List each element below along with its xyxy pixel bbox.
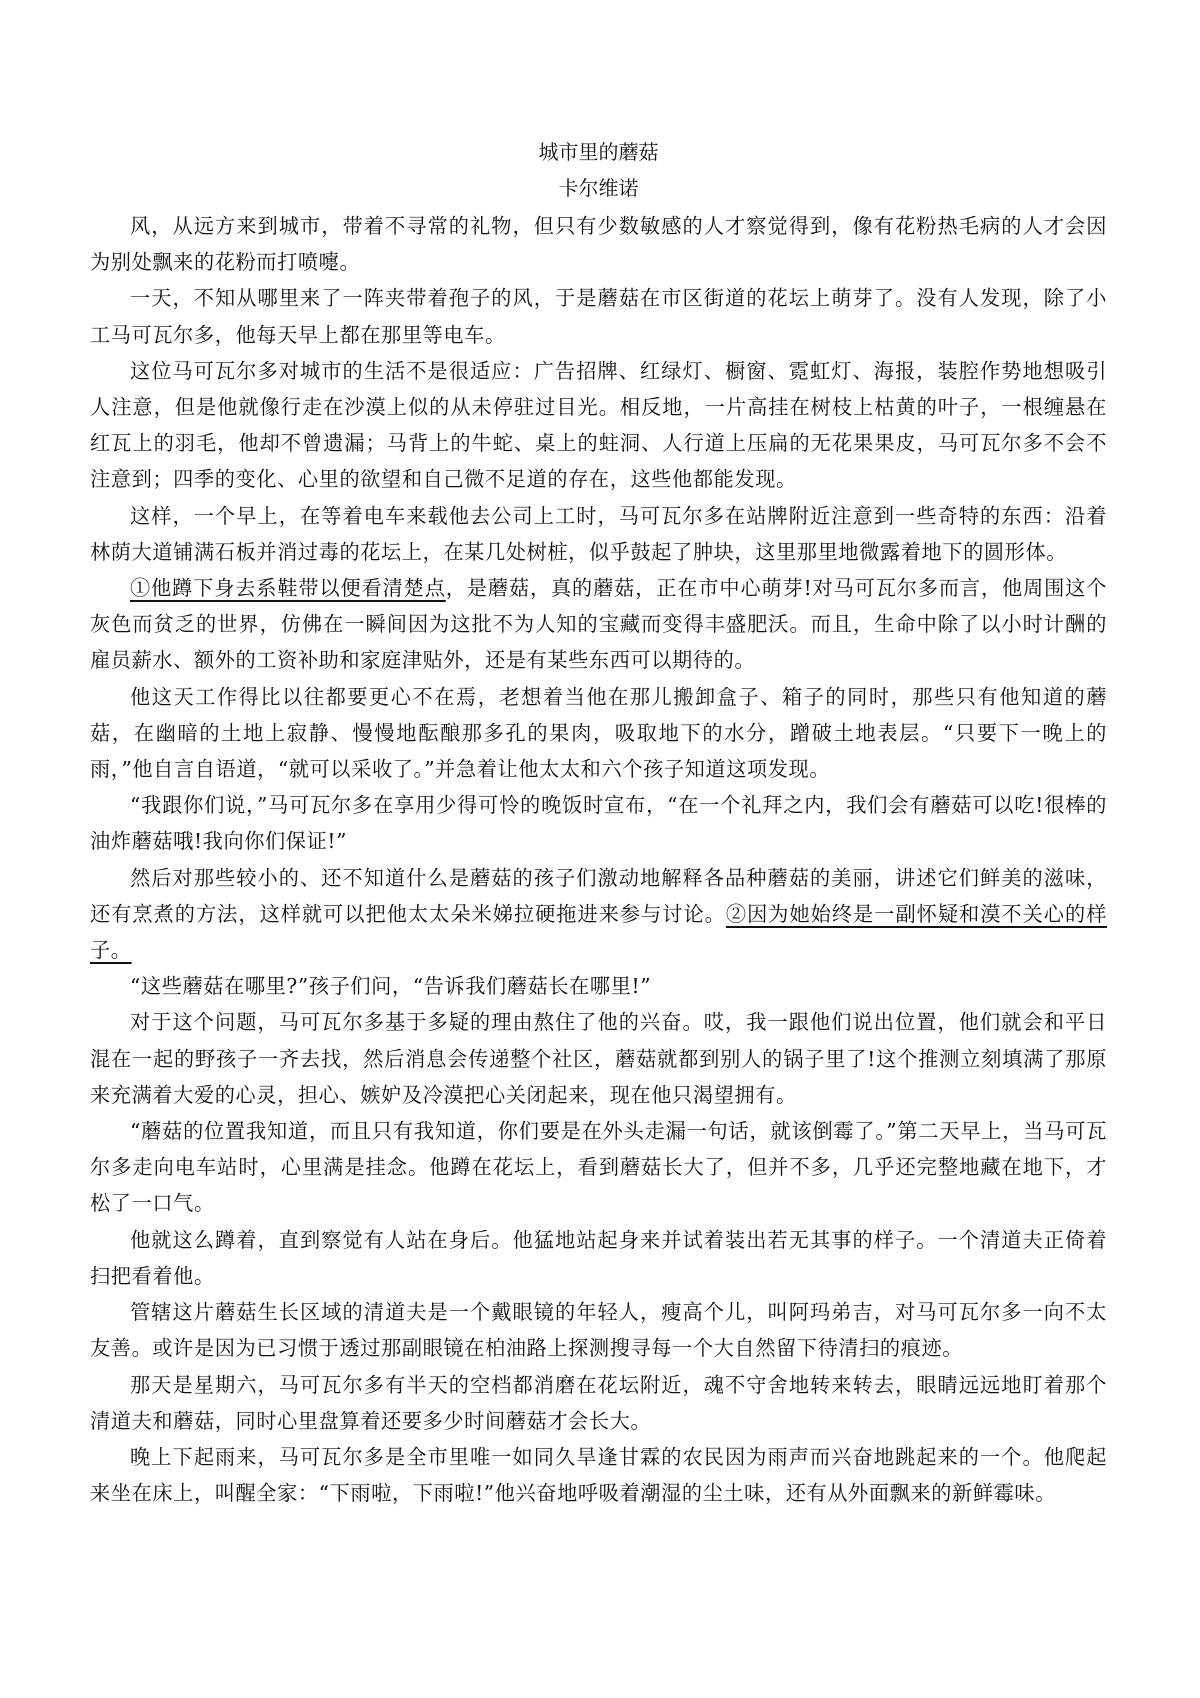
paragraph-5 [90, 570, 1107, 679]
paragraph-15 [90, 1439, 1107, 1511]
paragraph-text: ，是蘑菇，真的蘑菇，正在市中心萌芽!对马可瓦尔多而言，他周围这个灰色而贫乏的世界，仿佛在一瞬间因为这批不为人知的宝藏而变得丰盛肥沃。而且，生命中除了以小时计酬的雇员薪水、额外的工资补助和家庭津贴外，还是有某些东西可以期待的。 [90, 576, 1107, 673]
document-title: 城市里的蘑菇 [538, 140, 659, 164]
paragraph-text: 这样，一个早上，在等着电车来载他去公司上工时，马可瓦尔多在站牌附近注意到一些奇特的东西：沿着林荫大道铺满石板并消过毒的花坛上，在某几处树桩，似乎鼓起了肿块，这里那里地微露着地下的圆形体。 [90, 503, 1107, 564]
paragraph-13 [90, 1294, 1107, 1366]
paragraph-4 [90, 498, 1107, 570]
paragraph-7 [90, 787, 1107, 859]
paragraph-text: 晚上下起雨来，马可瓦尔多是全市里唯一如同久旱逢甘霖的农民因为雨声而兴奋地跳起来的一个。他爬起来坐在床上，叫醒全家：“下雨啦，下雨啦!”他兴奋地呼吸着潮湿的尘土味，还有从外面飘来的新鲜霉味。 [90, 1444, 1107, 1506]
paragraph-text: “我跟你们说，”马可瓦尔多在享用少得可怜的晚饭时宣布，“在一个礼拜之内，我们会有蘑菇可以吃!很棒的油炸蘑菇哦!我向你们保证!” [90, 793, 1107, 854]
paragraph-text: 这位马可瓦尔多对城市的生活不是很适应：广告招牌、红绿灯、橱窗、霓虹灯、海报，装腔作势地想吸引人注意，但是他就像行走在沙漠上似的从未停驻过目光。相反地，一片高挂在树枝上枯黄的叶子，一根缠悬在红瓦上的羽毛，他却不曾遗漏；马背上的牛蛇、桌上的蛀洞、人行道上压扁的无花果果皮，马可瓦尔多不会不注意到；四季的变化、心里的欲望和自己微不足道的存在，这些他都能发现。 [90, 358, 1107, 492]
paragraph-11 [90, 1113, 1107, 1222]
paragraph-text: 风，从远方来到城市，带着不寻常的礼物，但只有少数敏感的人才察觉得到，像有花粉热毛病的人才会因为别处飘来的花粉而打喷嚏。 [90, 214, 1107, 275]
paragraph-text: 然后对那些较小的、还不知道什么是蘑菇的孩子们激动地解释各品种蘑菇的美丽，讲述它们鲜美的滋味，还有烹煮的方法，这样就可以把他太太朵米娣拉硬拖进来参与讨论。 [90, 865, 1107, 926]
paragraph-text: 对于这个问题，马可瓦尔多基于多疑的理由熬住了他的兴奋。哎，我一跟他们说出位置，他们就会和平日混在一起的野孩子一齐去找，然后消息会传递整个社区，蘑菇就都到别人的锅子里了!这个推测立刻填满了那原来充满着大爱的心灵，担心、嫉妒及冷漠把心关闭起来，现在他只渴望拥有。 [90, 1010, 1107, 1107]
paragraph-14 [90, 1367, 1107, 1439]
paragraph-1 [90, 208, 1107, 280]
paragraph-10 [90, 1004, 1107, 1113]
paragraph-text: 他这天工作得比以往都要更心不在焉，老想着当他在那儿搬卸盒子、箱子的同时，那些只有他知道的蘑菇，在幽暗的土地上寂静、慢慢地酝酿那多孔的果肉，吸取地下的水分，蹭破土地表层。“只要下一晚上的雨，”他自言自语道，“就可以采收了。”并急着让他太太和六个孩子知道这项发现。 [90, 684, 1107, 782]
paragraph-12 [90, 1222, 1107, 1294]
paragraph-9 [90, 968, 1107, 1004]
paragraph-6 [90, 679, 1107, 788]
underlined-sentence-1: ①他蹲下身去系鞋带以便看清楚点 [130, 576, 446, 601]
document-author: 卡尔维诺 [558, 176, 639, 200]
paragraph-text: “这些蘑菇在哪里?”孩子们问，“告诉我们蘑菇长在哪里!” [130, 974, 652, 999]
paragraph-text: 他就这么蹲着，直到察觉有人站在身后。他猛地站起身来并试着装出若无其事的样子。一个清道夫正倚着扫把看着他。 [90, 1227, 1107, 1288]
paragraph-text: 一天，不知从哪里来了一阵夹带着孢子的风，于是蘑菇在市区街道的花坛上萌芽了。没有人发现，除了小工马可瓦尔多，他每天早上都在那里等电车。 [90, 286, 1107, 347]
paragraph-text: 那天是星期六，马可瓦尔多有半天的空档都消磨在花坛附近，魂不守舍地转来转去，眼睛远远地盯着那个清道夫和蘑菇，同时心里盘算着还要多少时间蘑菇才会长大。 [90, 1372, 1107, 1433]
paragraph-3 [90, 353, 1107, 498]
paragraph-text: 管辖这片蘑菇生长区域的清道夫是一个戴眼镜的年轻人，瘦高个儿，叫阿玛弟吉，对马可瓦尔多一向不太友善。或许是因为已习惯于透过那副眼镜在柏油路上探测搜寻每一个大自然留下待清扫的痕迹。 [90, 1300, 1107, 1361]
paragraph-text: “蘑菇的位置我知道，而且只有我知道，你们要是在外头走漏一句话，就该倒霉了。”第二天早上，当马可瓦尔多走向电车站时，心里满是挂念。他蹲在花坛上，看到蘑菇长大了，但并不多，几乎还完整地藏在地下，才松了一口气。 [90, 1119, 1107, 1216]
paragraph-2 [90, 280, 1107, 352]
paragraph-8 [90, 860, 1107, 969]
underlined-sentence-2: ②因为她始终是一副怀疑和漠不关心的样子。 [90, 901, 1107, 963]
